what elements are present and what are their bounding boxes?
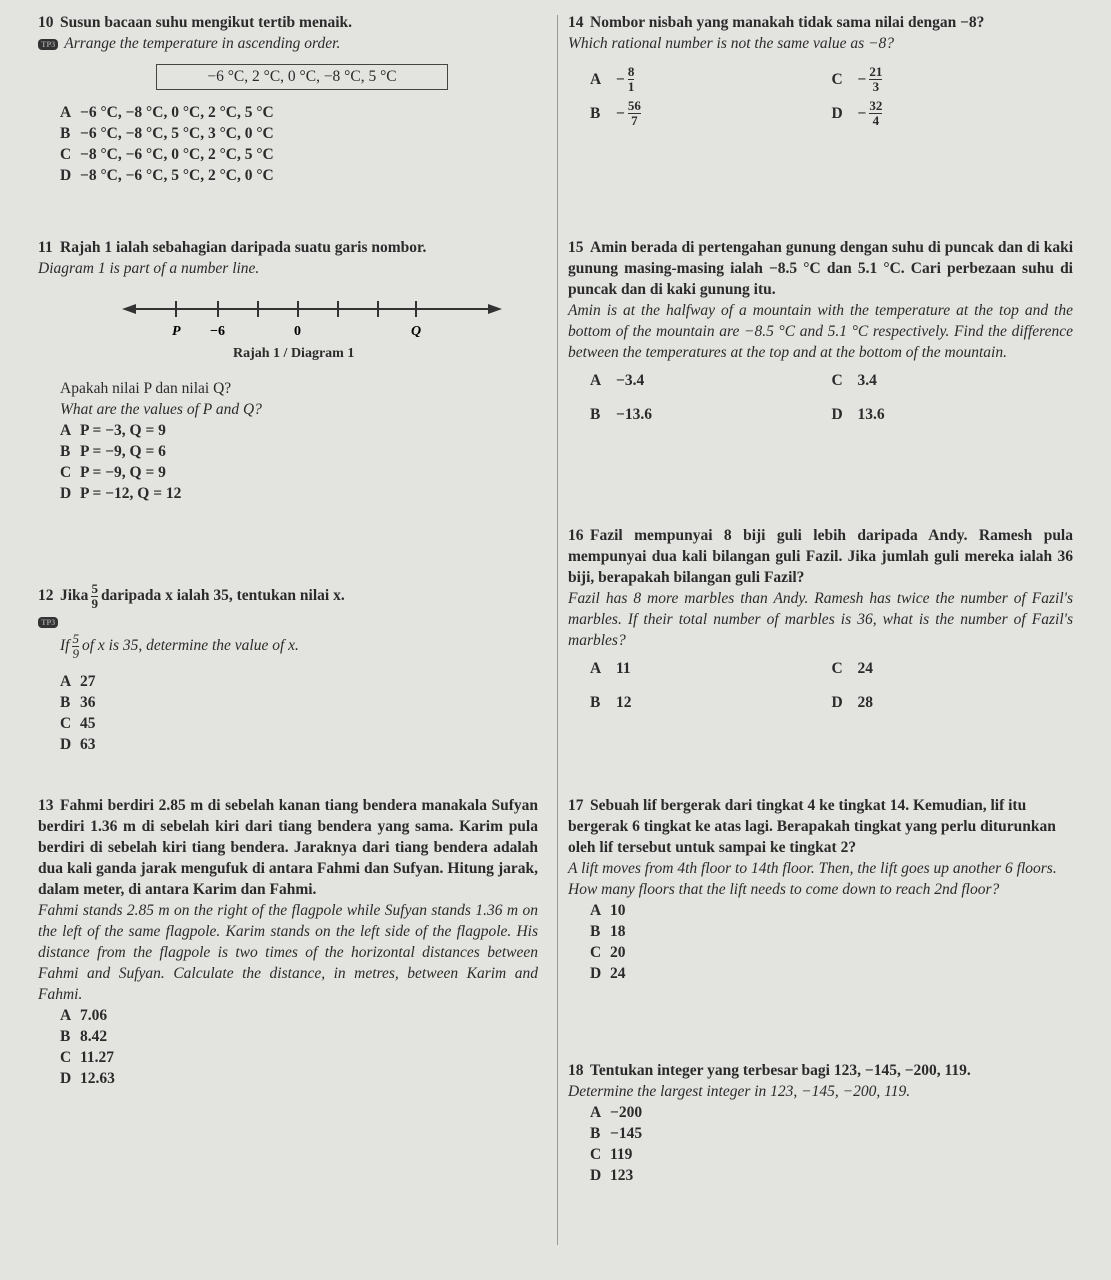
option-text: P = −9, Q = 6	[80, 443, 166, 460]
option-a[interactable]	[38, 671, 538, 692]
option-b[interactable]	[38, 1026, 538, 1047]
option-text: 8.42	[80, 1028, 108, 1045]
question-number: 11	[38, 239, 53, 256]
option-c[interactable]	[832, 62, 1074, 96]
option-letter: D	[60, 485, 72, 502]
option-letter: D	[60, 1070, 72, 1087]
question-prompt-en: What are the values of P and Q?	[60, 401, 262, 418]
question-10	[38, 12, 538, 186]
question-number: 14	[568, 14, 584, 31]
fraction	[869, 65, 882, 94]
option-letter: A	[60, 422, 72, 439]
question-12	[38, 582, 538, 755]
label-minus-6: −6	[210, 324, 225, 337]
option-letter: C	[831, 371, 843, 389]
option-letter: C	[60, 1049, 72, 1066]
option-d[interactable]	[38, 165, 538, 186]
option-a[interactable]	[590, 62, 832, 96]
option-letter: A	[590, 371, 602, 389]
minus-sign: −	[616, 70, 625, 88]
option-text: 27	[80, 673, 96, 690]
question-text-ms: Nombor nisbah yang manakah tidak sama nilai dengan −8?	[590, 14, 985, 31]
option-d[interactable]	[568, 1165, 1073, 1186]
option-letter: A	[60, 1007, 72, 1024]
option-letter: A	[60, 673, 72, 690]
question-text-ms: Sebuah lif bergerak dari tingkat 4 ke tingkat 14. Kemudian, lif itu bergerak 6 tingkat ke atas lagi. Berapakah tingkat yang perlu diturunkan oleh lif tersebut untuk sampai ke tingkat 2?	[568, 797, 1056, 856]
question-text-ms: Amin berada di pertengahan gunung dengan suhu di puncak dan di kaki gunung masing-masing ialah −8.5 °C dan 5.1 °C. Cari perbezaan suhu di puncak dan di kaki gunung itu.	[568, 239, 1073, 298]
denominator: 4	[872, 112, 880, 128]
option-text: −8 °C, −6 °C, 5 °C, 2 °C, 0 °C	[80, 167, 274, 184]
option-d[interactable]	[832, 397, 1074, 431]
option-text: P = −9, Q = 9	[80, 464, 166, 481]
question-text-en: Arrange the temperature in ascending order.	[64, 35, 341, 52]
option-letter: C	[60, 146, 72, 163]
option-letter: D	[60, 167, 72, 184]
denominator: 9	[91, 596, 98, 611]
option-b[interactable]	[38, 441, 538, 462]
option-letter: A	[590, 1104, 602, 1121]
question-text-ms: daripada x ialah 35, tentukan nilai x.	[100, 587, 345, 605]
question-14	[568, 12, 1073, 130]
denominator: 9	[72, 646, 79, 661]
question-text-en: of x is 35, determine the value of x.	[81, 637, 299, 655]
option-c[interactable]	[568, 1144, 1073, 1165]
option-letter: A	[60, 104, 72, 121]
option-text: 28	[857, 693, 873, 711]
text: If	[60, 637, 70, 655]
question-18	[568, 1060, 1073, 1186]
numerator: 5	[91, 581, 98, 596]
option-b[interactable]	[38, 123, 538, 144]
question-text-ms: Fahmi berdiri 2.85 m di sebelah kanan tiang bendera manakala Sufyan berdiri 1.36 m di sebelah kiri dari tiang bendera yang sama. Karim pula berdiri di sebelah kiri tiang bendera. Jaraknya dari tiang bendera adalah dua kali ganda jarak mengufuk di antara Fahmi dan Sufyan. Hitung jarak, dalam meter, di antara Karim dan Fahmi.	[38, 797, 538, 898]
fraction	[72, 632, 79, 661]
option-text: 20	[610, 944, 626, 961]
option-text: 3.4	[857, 371, 877, 389]
option-text: 11	[616, 659, 631, 677]
question-number: 18	[568, 1062, 584, 1079]
option-letter: B	[60, 125, 71, 142]
question-number: 13	[38, 797, 54, 814]
option-text: 36	[80, 694, 96, 711]
option-letter: C	[60, 715, 72, 732]
option-letter: C	[831, 70, 843, 88]
option-a[interactable]	[38, 102, 538, 123]
option-text: 45	[80, 715, 96, 732]
option-text: 12.63	[80, 1070, 115, 1087]
question-text-en: Determine the largest integer in 123, −145, −200, 119.	[568, 1083, 911, 1100]
option-text: 11.27	[80, 1049, 115, 1066]
tp-badge: TP3	[38, 39, 58, 50]
option-text: 119	[610, 1146, 633, 1163]
minus-sign: −	[857, 104, 867, 122]
question-text-ms: Rajah 1 ialah sebahagian daripada suatu garis nombor.	[60, 239, 427, 256]
minus-sign: −	[857, 70, 867, 88]
option-text: −8 °C, −6 °C, 0 °C, 2 °C, 5 °C	[80, 146, 274, 163]
question-text-en: A lift moves from 4th floor to 14th floor. Then, the lift goes up another 6 floors. How many floors that the lift needs to come down to reach 2nd floor?	[568, 860, 1057, 898]
option-text: 12	[616, 693, 632, 711]
option-letter: B	[60, 694, 71, 711]
option-letter: B	[60, 1028, 71, 1045]
option-text: P = −3, Q = 9	[80, 422, 166, 439]
question-text-en: Amin is at the halfway of a mountain with the temperature at the top and the bottom of the mountain are −8.5 °C and 5.1 °C respectively. Find the difference between the temperatures at the top and at the bottom of the mountain.	[568, 302, 1073, 361]
question-number: 10	[38, 14, 54, 31]
option-d[interactable]	[568, 963, 1073, 984]
label-0: 0	[294, 324, 301, 337]
option-b[interactable]	[568, 1123, 1073, 1144]
option-letter: D	[831, 693, 843, 711]
tp-badge: TP3	[38, 617, 58, 628]
option-text: 18	[610, 923, 626, 940]
denominator: 7	[631, 112, 638, 128]
numerator: 21	[869, 63, 883, 79]
question-number: 17	[568, 797, 584, 814]
option-text: 7.06	[80, 1007, 108, 1024]
option-text: 63	[80, 736, 96, 753]
option-d[interactable]	[832, 685, 1074, 719]
number-line-diagram	[38, 287, 538, 337]
label-p: P	[172, 324, 181, 337]
question-text-ms: Fazil mempunyai 8 biji guli lebih daripada Andy. Ramesh pula mempunyai dua kali bilangan guli Fazil. Jika jumlah guli mereka ialah 36 biji, berapakah bilangan guli Fazil?	[568, 527, 1073, 586]
option-text: −6 °C, −8 °C, 0 °C, 2 °C, 5 °C	[80, 104, 274, 121]
column-divider	[557, 15, 558, 1245]
option-text: 24	[857, 659, 873, 677]
option-text: P = −12, Q = 12	[80, 485, 182, 502]
label-q: Q	[411, 324, 422, 337]
option-text: 123	[610, 1167, 634, 1184]
question-text-en: Which rational number is not the same value as −8?	[568, 35, 895, 52]
option-c[interactable]	[832, 363, 1074, 397]
question-15	[568, 237, 1073, 431]
question-number: 12	[38, 587, 54, 605]
option-b[interactable]	[568, 921, 1073, 942]
diagram-caption: Rajah 1 / Diagram 1	[233, 346, 355, 361]
question-text-en: Fazil has 8 more marbles than Andy. Ramesh has twice the number of Fazil's marbles. If their total number of marbles is 36, what is the number of Fazil's marbles?	[568, 590, 1073, 649]
text: Jika	[60, 587, 89, 605]
option-b[interactable]	[590, 685, 832, 719]
option-letter: A	[590, 902, 602, 919]
option-a[interactable]	[590, 363, 832, 397]
minus-sign: −	[616, 104, 625, 122]
fraction	[869, 99, 882, 128]
option-letter: B	[590, 405, 601, 423]
option-d[interactable]	[38, 1068, 538, 1089]
option-letter: B	[590, 104, 601, 122]
option-a[interactable]	[590, 651, 832, 685]
option-c[interactable]	[38, 462, 538, 483]
question-13	[38, 795, 538, 1089]
option-a[interactable]	[38, 1005, 538, 1026]
question-prompt-ms: Apakah nilai P dan nilai Q?	[60, 380, 232, 397]
temperature-box: −6 °C, 2 °C, 0 °C, −8 °C, 5 °C	[156, 64, 448, 90]
fraction	[628, 99, 641, 128]
option-text: −6 °C, −8 °C, 5 °C, 3 °C, 0 °C	[80, 125, 274, 142]
option-c[interactable]	[832, 651, 1074, 685]
option-letter: C	[590, 944, 602, 961]
option-text: 10	[610, 902, 626, 919]
question-17	[568, 795, 1073, 984]
option-letter: D	[831, 405, 843, 423]
question-text-ms: Tentukan integer yang terbesar bagi 123, −145, −200, 119.	[590, 1062, 971, 1079]
option-letter: A	[590, 659, 602, 677]
option-d[interactable]	[38, 734, 538, 755]
numerator: 5	[72, 631, 79, 646]
option-b[interactable]	[590, 96, 832, 130]
option-letter: B	[590, 923, 601, 940]
option-b[interactable]	[590, 397, 832, 431]
option-text: 13.6	[857, 405, 885, 423]
option-c[interactable]	[568, 942, 1073, 963]
numerator: 8	[627, 63, 635, 79]
option-letter: D	[831, 104, 843, 122]
numerator: 32	[869, 97, 883, 113]
option-c[interactable]	[38, 144, 538, 165]
option-b[interactable]	[38, 692, 538, 713]
option-letter: D	[590, 1167, 602, 1184]
option-text: −13.6	[616, 405, 652, 423]
fraction	[91, 582, 98, 611]
question-11	[38, 237, 538, 504]
option-a[interactable]	[568, 1102, 1073, 1123]
option-a[interactable]	[568, 900, 1073, 921]
option-c[interactable]	[38, 713, 538, 734]
denominator: 1	[627, 78, 635, 94]
option-letter: C	[60, 464, 72, 481]
option-text: 24	[610, 965, 626, 982]
question-number: 15	[568, 239, 584, 256]
option-d[interactable]	[38, 483, 538, 504]
question-text-en: Diagram 1 is part of a number line.	[38, 260, 260, 277]
option-text: −3.4	[616, 371, 645, 389]
option-letter: A	[590, 70, 602, 88]
option-letter: C	[590, 1146, 602, 1163]
option-text: −200	[610, 1104, 643, 1121]
question-text-en: Fahmi stands 2.85 m on the right of the flagpole while Sufyan stands 1.36 m on the left of the same flagpole. Karim stands on the left side of the flagpole. His distance from the flagpole is two times of the horizontal distances between Fahmi and Sufyan. Calculate the distance, in metres, between Karim and Fahmi.	[38, 902, 538, 1003]
option-letter: D	[60, 736, 72, 753]
question-16	[568, 525, 1073, 719]
option-c[interactable]	[38, 1047, 538, 1068]
option-d[interactable]	[832, 96, 1074, 130]
option-letter: B	[590, 1125, 601, 1142]
option-letter: B	[60, 443, 71, 460]
numerator: 56	[627, 97, 641, 113]
option-a[interactable]	[38, 420, 538, 441]
fraction	[628, 65, 635, 94]
question-number: 16	[568, 527, 584, 544]
option-text: −145	[610, 1125, 643, 1142]
option-letter: B	[590, 693, 601, 711]
option-letter: D	[590, 965, 602, 982]
question-text-ms: Susun bacaan suhu mengikut tertib menaik.	[60, 14, 352, 31]
denominator: 3	[872, 78, 880, 94]
option-letter: C	[831, 659, 843, 677]
